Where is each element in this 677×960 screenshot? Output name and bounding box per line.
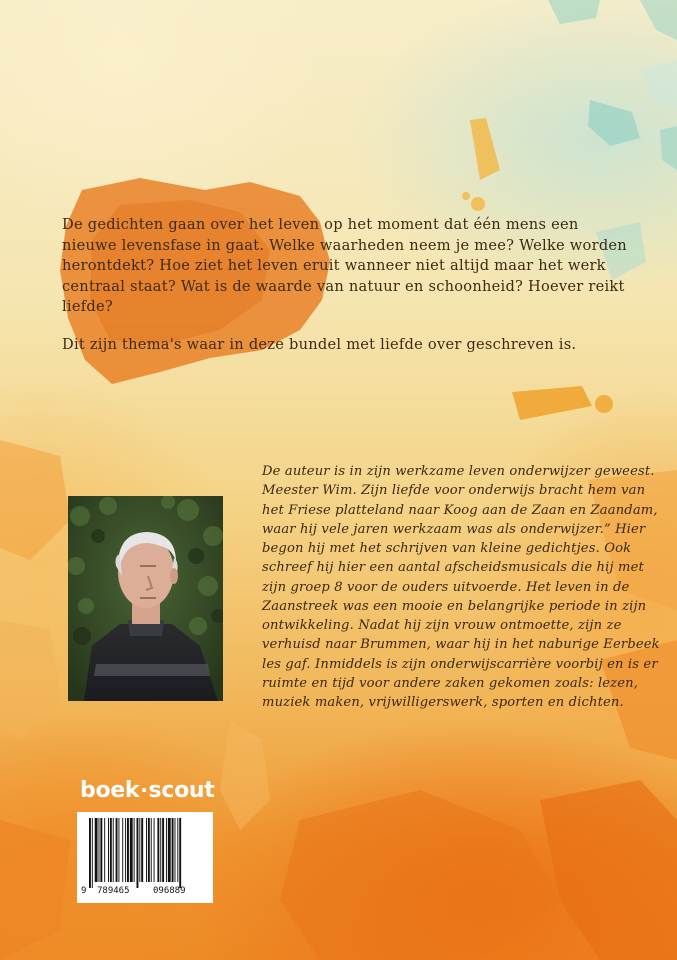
teal-paint-blot (660, 126, 677, 170)
intro-text (62, 215, 632, 372)
logo-part-scout: scout (148, 778, 215, 803)
author-portrait-illustration (68, 496, 223, 701)
barcode-bar (104, 818, 105, 882)
teal-paint-blot (548, 0, 600, 24)
barcode-digits-left: 789465 (97, 886, 130, 896)
barcode-bar (175, 818, 176, 882)
barcode-digits (77, 886, 213, 900)
barcode-digits-right: 096889 (153, 886, 186, 896)
barcode-bar (141, 818, 143, 882)
barcode-bar (168, 818, 171, 882)
barcode-bar (134, 818, 135, 882)
orange-paint-blot (0, 820, 70, 960)
teal-paint-blot (588, 100, 640, 146)
barcode-bar (122, 818, 123, 882)
logo-separator: · (140, 778, 148, 802)
barcode-lead-digit: 9 (81, 886, 87, 896)
barcode-bar (148, 818, 150, 882)
orange-paint-blot (0, 620, 62, 740)
barcode-bar (151, 818, 152, 882)
barcode-bar (110, 818, 112, 882)
orange-paint-blot (220, 720, 270, 830)
barcode-bar (127, 818, 129, 882)
barcode-bar (162, 818, 164, 882)
barcode-bar (157, 818, 159, 882)
barcode-bar (89, 818, 91, 888)
teal-paint-blot (640, 0, 677, 40)
barcode-bar (166, 818, 167, 882)
logo-part-boek: boek (80, 778, 140, 803)
barcode-bar (177, 818, 178, 882)
orange-paint-blot (280, 790, 560, 960)
barcode-bar (154, 818, 155, 882)
barcode-bar (172, 818, 174, 882)
barcode-bar (113, 818, 114, 882)
isbn-barcode (77, 812, 213, 903)
barcode-bar (108, 818, 109, 882)
paint-drop (595, 395, 613, 413)
light-paint-blot (640, 60, 677, 110)
paint-drop (471, 197, 485, 211)
orange-paint-blot (540, 780, 677, 960)
intro-paragraph-1: De gedichten gaan over het leven op het moment dat één mens een nieuwe levensfase in gaat. Welke waarheden neem je mee? Welke worden herontdekt? Hoe ziet het leven eruit wanneer niet altijd maar het werk centraal staat? Wat is de waarde van natuur en schoonheid? Hoever reikt liefde? (62, 216, 627, 315)
barcode-bar (146, 818, 147, 882)
barcode-bar (130, 818, 133, 882)
barcode-bar (160, 818, 161, 882)
author-photo (68, 496, 223, 701)
barcode-bar (118, 818, 119, 882)
barcode-bar (139, 818, 140, 882)
barcode-bar (100, 818, 102, 882)
barcode-bar (116, 818, 118, 882)
orange-paint-blot (0, 440, 70, 560)
author-bio: De auteur is in zijn werkzame leven onderwijzer geweest. Meester Wim. Zijn liefde voor onderwijs bracht hem van het Friese platteland naar Koog aan de Zaan en Zaandam, waar hij vele jaren werkzaam was als onderwijzer.” Hier begon hij met het schrijven van kleine gedichtjes. Ook schreef hij hier een aantal afscheidsmusicals die hij met zijn groep 8 voor de ouders uitvoerde. Het leven in de Zaanstreek was een mooie en belangrijke periode in zijn ontwikkeling. Nadat hij zijn vrouw ontmoette, zijn ze verhuisd naar Brummen, waar hij in het naburige Eerbeek les gaf. Inmiddels is zijn onderwijscarrière voorbij en is er ruimte en tijd voor andere zaken gekomen zoals: lezen, muziek maken, vrijwilligerswerk, sporten en dichten. (262, 464, 660, 710)
barcode-bar (92, 818, 93, 888)
paint-drop (462, 192, 470, 200)
publisher-logo (80, 778, 214, 806)
orange-brush-stroke (512, 386, 592, 420)
barcode-bar (125, 818, 126, 882)
barcode-bar (95, 818, 98, 882)
barcode-bar (137, 818, 139, 888)
barcode-bar (99, 818, 100, 882)
intro-paragraph-2: Dit zijn thema's waar in deze bundel met liefde over geschreven is. (62, 335, 577, 353)
barcode-bar (179, 818, 181, 888)
yellow-brush-stroke (470, 118, 500, 180)
